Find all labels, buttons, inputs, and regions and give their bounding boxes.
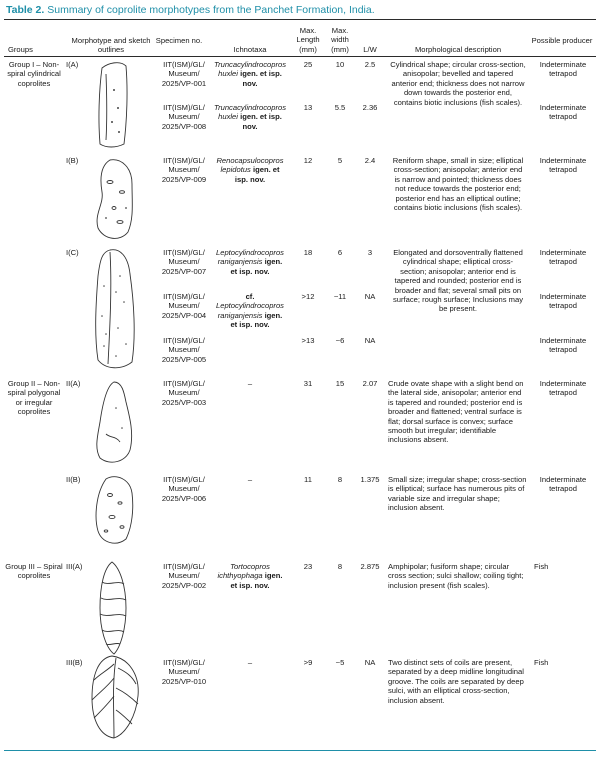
coprolite-sketch-iiia bbox=[94, 560, 134, 656]
specimen-number: IIT(ISM)/GL/ Museum/ 2025/VP-003 bbox=[161, 379, 207, 407]
max-width: ~5 bbox=[335, 658, 345, 667]
ichnotaxon bbox=[214, 156, 286, 184]
coprolite-sketch-ic bbox=[90, 246, 140, 372]
header-producer: Possible producer bbox=[531, 36, 593, 45]
group-label: Group I – Non-spiral cylindrical coprolites bbox=[7, 60, 61, 88]
lw-ratio: NA bbox=[364, 658, 376, 667]
lw-ratio: 2.36 bbox=[362, 103, 378, 112]
ichnotaxon-status: igen. et isp. nov. bbox=[230, 310, 283, 330]
caption-text: Summary of coprolite morphotypes from the Panchet Formation, India. bbox=[47, 4, 375, 16]
lw-ratio: 2.4 bbox=[364, 156, 376, 165]
max-width: 5 bbox=[337, 156, 343, 165]
morphotype-code: II(A) bbox=[66, 379, 81, 388]
ichnotaxon bbox=[214, 60, 286, 88]
ichnotaxon-status: igen. et isp. nov. bbox=[230, 571, 283, 590]
morphological-description: Cylindrical shape; circular cross-section, anisopolar; bevelled and tapered anterior end; thickness does not narrow down towards the posterior end, contains biotic inclusions (fish scales). bbox=[390, 60, 526, 107]
ichnotaxon bbox=[214, 292, 286, 330]
lw-ratio: 2.5 bbox=[364, 60, 376, 69]
max-length: 18 bbox=[303, 248, 313, 257]
header-morphotype: Morphotype and sketch outlines bbox=[71, 36, 151, 55]
coprolite-sketch-iia bbox=[92, 378, 138, 468]
possible-producer: Indeterminate tetrapod bbox=[539, 60, 587, 79]
lw-ratio: NA bbox=[364, 336, 376, 345]
possible-producer: Fish bbox=[534, 658, 549, 667]
morphological-description: Crude ovate shape with a slight bend on the lateral side, anisopolar; anterior end is tapered and rounded; posterior end is broader and flattened; ventral surface is flat; dorsal surface is convex; surface smooth but irregular; identifiable inclusions absent. bbox=[388, 379, 524, 445]
ichnotaxon bbox=[214, 248, 286, 276]
header-max-width: Max. width (mm) bbox=[331, 26, 349, 54]
morphological-description: Reniform shape, small in size; elliptical cross-section; anisopolar; anterior end is narrow and pointed; thickness does not reduce towards the posterior end; posterior end has an elliptical outline; contains biotic inclusions (fish scales). bbox=[392, 156, 524, 213]
max-width: ~6 bbox=[335, 336, 345, 345]
ichnotaxon bbox=[214, 103, 286, 131]
ichnotaxon-status: igen. et isp. nov. bbox=[230, 257, 283, 276]
specimen-number: IIT(ISM)/GL/ Museum/ 2025/VP-006 bbox=[161, 475, 207, 503]
table-caption bbox=[6, 4, 375, 16]
specimen-number: IIT(ISM)/GL/ Museum/ 2025/VP-004 bbox=[161, 292, 207, 320]
morphological-description: Small size; irregular shape; cross-section is elliptical; surface has numerous pits of variable size and irregular shape; inclusion absent. bbox=[388, 475, 527, 513]
morphotype-code: I(A) bbox=[66, 60, 79, 69]
max-length: >12 bbox=[301, 292, 315, 301]
max-width: 8 bbox=[337, 562, 343, 571]
bottom-rule bbox=[4, 750, 596, 751]
header-specimen: Specimen no. bbox=[155, 36, 203, 45]
max-width: ~11 bbox=[333, 292, 347, 301]
max-length: 25 bbox=[303, 60, 313, 69]
group-label: Group III – Spiral coprolites bbox=[5, 562, 63, 581]
header-max-length: Max. Length (mm) bbox=[296, 26, 320, 54]
max-width: 8 bbox=[337, 475, 343, 484]
max-length: >13 bbox=[301, 336, 315, 345]
lw-ratio: 1.375 bbox=[360, 475, 380, 484]
coprolite-sketch-ib bbox=[92, 156, 138, 242]
caption-label: Table 2. bbox=[6, 4, 45, 16]
possible-producer: Indeterminate tetrapod bbox=[539, 379, 587, 398]
max-length: 13 bbox=[303, 103, 313, 112]
specimen-number: IIT(ISM)/GL/ Museum/ 2025/VP-005 bbox=[161, 336, 207, 364]
max-length: 23 bbox=[303, 562, 313, 571]
ichnotaxon-name: Leptocylindrocopros raniganjensis bbox=[216, 301, 284, 320]
max-width: 5.5 bbox=[334, 103, 346, 112]
specimen-number: IIT(ISM)/GL/ Museum/ 2025/VP-009 bbox=[161, 156, 207, 184]
header-ichnotaxa: Ichnotaxa bbox=[233, 45, 267, 54]
ichnotaxon-dash: – bbox=[247, 658, 253, 667]
morphotype-code: III(B) bbox=[66, 658, 83, 667]
specimen-number: IIT(ISM)/GL/ Museum/ 2025/VP-008 bbox=[161, 103, 207, 131]
lw-ratio: 3 bbox=[367, 248, 373, 257]
specimen-number: IIT(ISM)/GL/ Museum/ 2025/VP-007 bbox=[161, 248, 207, 276]
possible-producer: Indeterminate tetrapod bbox=[539, 292, 587, 311]
ichnotaxon-name: Truncacylindrocopros huxlei bbox=[214, 60, 287, 79]
max-length: 31 bbox=[303, 379, 313, 388]
morphotype-code: II(B) bbox=[66, 475, 81, 484]
possible-producer: Fish bbox=[534, 562, 549, 571]
lw-ratio: NA bbox=[364, 292, 376, 301]
specimen-number: IIT(ISM)/GL/ Museum/ 2025/VP-010 bbox=[161, 658, 207, 686]
max-width: 6 bbox=[337, 248, 343, 257]
ichnotaxon bbox=[214, 562, 286, 590]
coprolite-sketch-ia bbox=[94, 60, 134, 150]
header-lw: L/W bbox=[363, 45, 377, 54]
group-label: Group II – Non-spiral polygonal or irregular coprolites bbox=[7, 379, 61, 417]
morphotype-code: I(B) bbox=[66, 156, 79, 165]
top-rule bbox=[4, 19, 596, 20]
max-length: 12 bbox=[303, 156, 313, 165]
coprolite-sketch-iiib bbox=[86, 654, 144, 740]
morphological-description: Elongated and dorsoventrally flattened cylindrical shape; elliptical cross-section; anisopolar; anterior end is tapered and rounded; posterior end is broader and flat; several small pits on surface; rough surface; Inclusions may be present. bbox=[393, 248, 523, 314]
ichnotaxon-status: igen. et isp. nov. bbox=[240, 69, 282, 88]
header-description: Morphological description bbox=[414, 45, 502, 54]
header-groups: Groups bbox=[8, 45, 33, 54]
max-width: 15 bbox=[335, 379, 345, 388]
lw-ratio: 2.07 bbox=[362, 379, 378, 388]
possible-producer: Indeterminate tetrapod bbox=[539, 156, 587, 175]
header-rule bbox=[4, 56, 596, 57]
coprolite-sketch-iib bbox=[92, 473, 138, 547]
lw-ratio: 2.875 bbox=[360, 562, 380, 571]
ichnotaxon-prefix: cf. bbox=[245, 292, 255, 301]
ichnotaxon-name: Renocapsulocopros lepidotus bbox=[216, 156, 284, 175]
specimen-number: IIT(ISM)/GL/ Museum/ 2025/VP-002 bbox=[161, 562, 207, 590]
possible-producer: Indeterminate tetrapod bbox=[539, 248, 587, 267]
possible-producer: Indeterminate tetrapod bbox=[539, 336, 587, 355]
ichnotaxon-dash: – bbox=[247, 475, 253, 484]
ichnotaxon-name: Truncacylindrocopros huxlei bbox=[214, 103, 287, 122]
specimen-number: IIT(ISM)/GL/ Museum/ 2025/VP-001 bbox=[161, 60, 207, 88]
morphotype-code: III(A) bbox=[66, 562, 83, 571]
morphological-description: Two distinct sets of coils are present, separated by a deep midline longitudinal groove. The coils are separated by deep sulci, with an elliptical cross-section, inclusion absent. bbox=[388, 658, 524, 705]
ichnotaxon-name: Tortocopros ichthyophaga bbox=[217, 562, 270, 581]
possible-producer: Indeterminate tetrapod bbox=[539, 475, 587, 494]
ichnotaxon-status: igen. et isp. nov. bbox=[234, 165, 280, 184]
ichnotaxon-name: Leptocylindrocopros raniganjensis bbox=[216, 248, 284, 267]
max-length: 11 bbox=[304, 475, 312, 484]
morphological-description: Amphipolar; fusiform shape; circular cross section; sulci shallow; coiling tight; inclusion present (fish scales). bbox=[388, 562, 524, 590]
ichnotaxon-status: igen. et isp. nov. bbox=[240, 112, 282, 131]
morphotype-code: I(C) bbox=[66, 248, 79, 257]
ichnotaxon-dash: – bbox=[247, 379, 253, 388]
possible-producer: Indeterminate tetrapod bbox=[539, 103, 587, 122]
max-width: 10 bbox=[335, 60, 345, 69]
max-length: >9 bbox=[303, 658, 313, 667]
